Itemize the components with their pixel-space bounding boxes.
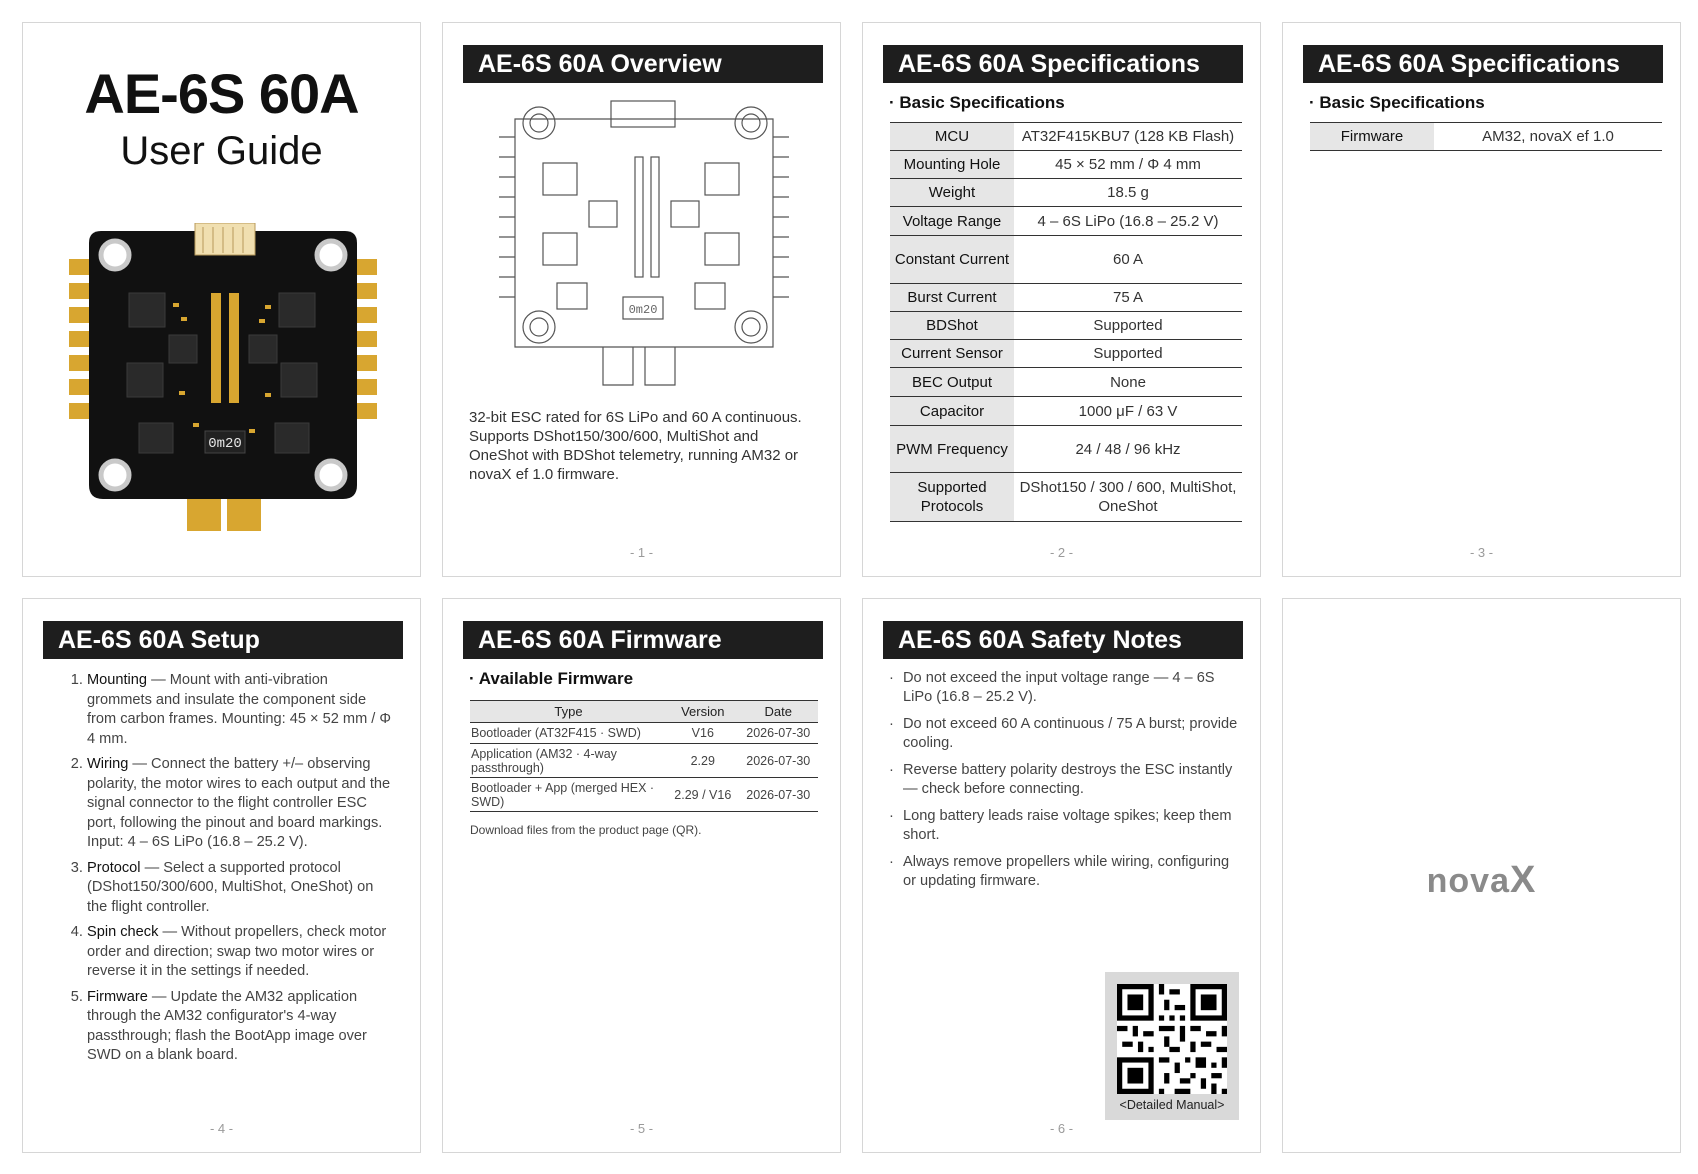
table-row [890,151,1242,179]
spec-key: Mounting Hole [890,151,1014,179]
spec-key: PWM Frequency [890,426,1014,473]
page-number: - 3 - [1469,545,1494,560]
table-row [890,179,1242,207]
step-key: Firmware [87,988,148,1005]
list-item [889,715,1241,752]
page-number: - 5 - [629,1121,654,1136]
firmware-type: Bootloader + App (merged HEX · SWD) [470,778,667,812]
step-text: — Connect the battery +/– observing polarity, the motor wires to each output and the signal connector to the flight controller ESC port, following the pinout and board markings. Input: 4 – 6S LiPo (16.8 – 25.2 V). [87,756,391,850]
brand-name: nova [1426,862,1510,900]
esc-board-drawing [499,97,789,391]
specs-heading: AE-6S 60A Specifications [1303,45,1663,83]
table-row [890,284,1242,312]
list-item [87,859,393,918]
table-row [890,397,1242,426]
note-text: Reverse battery polarity destroys the ESC instantly — check before connecting. [903,762,1233,797]
table-row [890,312,1242,340]
firmware-type: Bootloader (AT32F415 · SWD) [470,723,667,744]
firmware-table [470,700,818,812]
spec-key: BEC Output [890,368,1014,397]
step-key: Mounting [87,672,148,688]
spec-value: 45 × 52 mm / Φ 4 mm [1014,151,1242,179]
list-item [889,807,1241,844]
firmware-date: 2026-07-30 [739,723,818,744]
spec-key: MCU [890,123,1014,151]
specs-page-1 [862,22,1261,577]
qr-code-icon[interactable] [1117,984,1227,1094]
spec-table [890,122,1242,522]
table-row [890,340,1242,368]
board-marking-drawing: 0m20 [628,303,658,317]
step-key: Spin check [87,924,159,940]
firmware-version: V16 [667,723,738,744]
table-row [890,368,1242,397]
page-number: - 4 - [209,1121,234,1136]
note-text: Long battery leads raise voltage spikes; keep them short. [903,808,1232,843]
overview-description: 32-bit ESC rated for 6S LiPo and 60 A continuous. Supports DShot150/300/600, MultiShot and OneShot with BDShot telemetry, running AM32 or novaX ef 1.0 firmware. [469,409,802,483]
spec-value: DShot150 / 300 / 600, MultiShot, OneShot [1014,473,1242,522]
cover-title: AE-6S 60A [84,62,359,125]
spec-key: Firmware [1310,123,1434,151]
setup-page [22,598,421,1153]
list-item [87,923,393,982]
safety-notes [889,669,1241,899]
back-cover-page [1282,598,1681,1153]
list-item [889,761,1241,798]
qr-code-box[interactable] [1105,972,1239,1120]
overview-heading: AE-6S 60A Overview [463,45,823,83]
brand-x: X [1510,859,1537,901]
firmware-download-note: Download files from the product page (QR). [470,823,702,837]
setup-steps [43,671,393,1072]
novax-logo [1283,859,1680,902]
bullet-icon: · [889,716,894,732]
list-item [87,671,393,749]
step-text: — Mount with anti-vibration grommets and insulate the component side from carbon frames. Mounting: 45 × 52 mm / Φ 4 mm. [87,672,392,747]
table-row [470,723,818,744]
spec-key: Voltage Range [890,207,1014,236]
safety-page [862,598,1261,1153]
specs-heading: AE-6S 60A Specifications [883,45,1243,83]
specs-section-title: · Basic Specifications [889,93,1065,112]
qr-label: <Detailed Manual> [1119,1098,1225,1112]
setup-heading: AE-6S 60A Setup [43,621,403,659]
spec-value: AM32, novaX ef 1.0 [1434,123,1662,151]
cover-subtitle: User Guide [120,129,323,173]
step-text: — Select a supported protocol (DShot150/300/600, MultiShot, OneShot) on the flight controller. [87,859,374,915]
firmware-section-title: · Available Firmware [469,669,634,688]
firmware-version: 2.29 [667,744,738,778]
step-text: — Update the AM32 application through the AM32 configurator's 4-way passthrough; flash the BootApp image over SWD on a blank board. [87,988,367,1063]
spec-value: None [1014,368,1242,397]
note-text: Do not exceed the input voltage range — 4 – 6S LiPo (16.8 – 25.2 V). [903,670,1215,705]
note-text: Always remove propellers while wiring, configuring or updating firmware. [903,854,1230,889]
bullet-icon: · [889,854,894,870]
step-key: Wiring [87,756,129,772]
cover-page [22,22,421,577]
specs-page-2 [1282,22,1681,577]
firmware-type: Application (AM32 · 4-way passthrough) [470,744,667,778]
spec-key: Supported Protocols [890,473,1014,522]
board-marking: 0m20 [208,436,242,452]
table-row [890,236,1242,284]
bullet-icon: · [889,762,894,778]
step-key: Protocol [87,859,141,876]
table-row [1310,123,1662,151]
column-header: Type [470,701,667,723]
spec-key: Weight [890,179,1014,207]
spec-value: 60 A [1014,236,1242,284]
bullet-icon: · [889,670,894,686]
table-row [470,778,818,812]
step-text: — Without propellers, check motor order and direction; swap two motor wires or reverse it in the settings if needed. [87,924,387,979]
esc-board-photo [69,223,377,533]
spec-key: Current Sensor [890,340,1014,368]
table-row [470,744,818,778]
column-header: Version [667,701,738,723]
note-text: Do not exceed 60 A continuous / 75 A burst; provide cooling. [903,716,1238,751]
spec-key: BDShot [890,312,1014,340]
list-item [889,669,1241,706]
spec-key: Capacitor [890,397,1014,426]
table-row [890,123,1242,151]
list-item [889,853,1241,890]
firmware-date: 2026-07-30 [739,744,818,778]
list-item [87,755,393,853]
safety-heading: AE-6S 60A Safety Notes [883,621,1243,659]
firmware-heading: AE-6S 60A Firmware [463,621,823,659]
spec-key: Constant Current [890,236,1014,284]
spec-value: Supported [1014,312,1242,340]
table-header-row [470,701,818,723]
bullet-icon: · [889,808,894,824]
page-number: - 6 - [1049,1121,1074,1136]
firmware-version: 2.29 / V16 [667,778,738,812]
spec-value: 75 A [1014,284,1242,312]
table-row [890,473,1242,522]
overview-page [442,22,841,577]
spec-value: 1000 μF / 63 V [1014,397,1242,426]
firmware-date: 2026-07-30 [739,778,818,812]
table-row [890,426,1242,473]
spec-value: 24 / 48 / 96 kHz [1014,426,1242,473]
page-number: - 2 - [1049,545,1074,560]
table-row [890,207,1242,236]
column-header: Date [739,701,818,723]
spec-value: Supported [1014,340,1242,368]
spec-value: AT32F415KBU7 (128 KB Flash) [1014,123,1242,151]
firmware-page [442,598,841,1153]
list-item [87,988,393,1066]
spec-value: 18.5 g [1014,179,1242,207]
spec-table [1310,122,1662,151]
spec-value: 4 – 6S LiPo (16.8 – 25.2 V) [1014,207,1242,236]
specs-section-title: · Basic Specifications [1309,93,1485,112]
spec-key: Burst Current [890,284,1014,312]
page-number: - 1 - [629,545,654,560]
